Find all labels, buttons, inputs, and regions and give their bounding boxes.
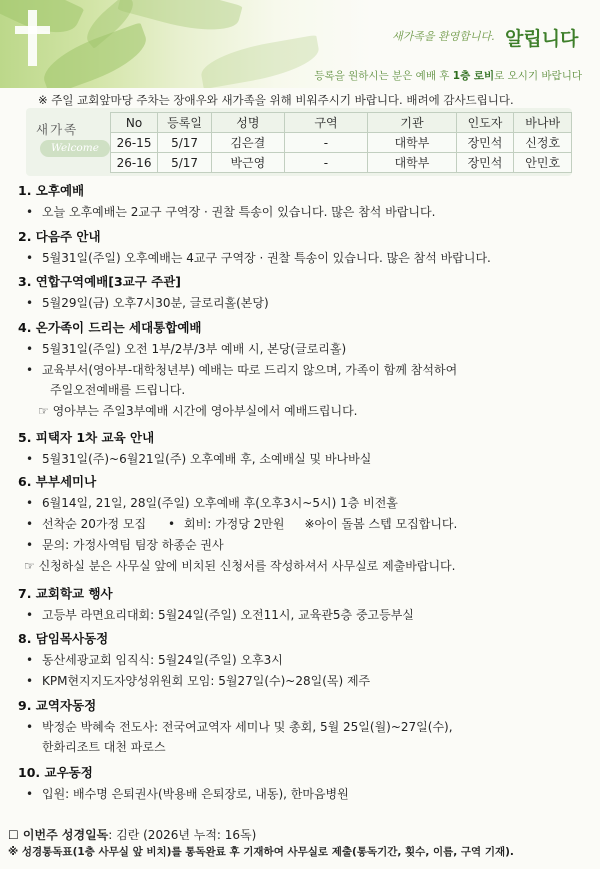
- list-item: • 5월31일(주)~6월21일(주) 오후예배 후, 소예배실 및 바나바실: [26, 452, 372, 466]
- list-item: • 동산세광교회 임직식: 5월24일(주일) 오후3시: [26, 653, 283, 667]
- section-pastor-news: [18, 629, 588, 689]
- list-item: • 입원: 배수명 은퇴권사(박용배 은퇴장로, 내동), 한마음병원: [26, 787, 349, 801]
- list-item: • 오늘 오후예배는 2교구 구역장 · 권찰 특송이 있습니다. 많은 참석 바랍니다.: [26, 205, 436, 219]
- newcomer-table: [110, 112, 572, 173]
- bible-reading-note: ※ 성경통독표(1층 사무실 앞 비치)를 통독완료 후 기재하여 사무실로 제출(통독기간, 횟수, 이름, 구역 기재).: [8, 846, 514, 858]
- section-member-news: [18, 763, 588, 802]
- leaf-decoration: [198, 35, 322, 88]
- section-title: 4. 온가족이 드리는 세대통합예배: [18, 320, 202, 335]
- registration-text-end: 로 오시기 바랍니다: [494, 70, 582, 82]
- note-line: ☞ 신청하실 분은 사무실 앞에 비치된 신청서를 작성하셔서 사무실로 제출바랍니다.: [24, 559, 456, 573]
- bible-reading-line: [8, 826, 256, 843]
- list-item-text: 교육부서(영아부-대학청년부) 예배는 따로 드리지 않으며, 가족이 함께 참석하여: [42, 363, 458, 377]
- section-couples-seminar: [18, 472, 588, 574]
- list-item: • 5월31일(주일) 오후예배는 4교구 구역장 · 권찰 특송이 있습니다. 많은 참석 바랍니다.: [26, 251, 491, 265]
- list-item: • 5월29일(금) 오후7시30분, 글로리홀(본당): [26, 296, 269, 310]
- list-item: • 5월31일(주일) 오전 1부/2부/3부 예배 시, 본당(글로리홀): [26, 342, 347, 356]
- table-cell: 장민석: [456, 153, 514, 173]
- header-banner: [0, 0, 600, 88]
- list-item-text: 5월29일(금) 오후7시30분, 글로리홀(본당): [42, 296, 269, 310]
- table-cell: 박근영: [212, 153, 285, 173]
- section-title: 7. 교회학교 행사: [18, 586, 113, 601]
- section-family-worship: [18, 318, 588, 419]
- table-cell: 장민석: [456, 133, 514, 153]
- list-item-text: 5월31일(주일) 오전 1부/2부/3부 예배 시, 본당(글로리홀): [42, 342, 347, 356]
- newcomer-box: [26, 108, 572, 176]
- list-item-text: 5월31일(주일) 오후예배는 4교구 구역장 · 권찰 특송이 있습니다. 많은 참석 바랍니다.: [42, 251, 491, 265]
- newcomer-label: 새가족: [36, 122, 79, 137]
- registration-location: 1층 로비: [452, 70, 495, 82]
- cross-icon: [28, 10, 37, 66]
- table-cell: 안민호: [514, 153, 572, 173]
- table-cell: 5/17: [158, 133, 212, 153]
- section-title: 10. 교우동정: [18, 765, 93, 780]
- column-header: 기관: [368, 113, 456, 133]
- registration-text: 등록을 원하시는 분은 예배 후: [314, 70, 453, 82]
- table-cell: 신정호: [514, 133, 572, 153]
- column-header: 등록일: [158, 113, 212, 133]
- list-item-text: 동산세광교회 임직식: 5월24일(주일) 오후3시: [42, 653, 283, 667]
- section-staff-news: [18, 696, 588, 755]
- column-header: 구역: [284, 113, 368, 133]
- list-item-text: 오늘 오후예배는 2교구 구역장 · 권찰 특송이 있습니다. 많은 참석 바랍니다.: [42, 205, 436, 219]
- list-item: • KPM현지지도자양성위원회 모임: 5월27일(수)~28일(목) 제주: [26, 674, 371, 688]
- list-item-text: 5월31일(주)~6월21일(주) 오후예배 후, 소예배실 및 바나바실: [42, 452, 372, 466]
- list-item-text: KPM현지지도자양성위원회 모임: 5월27일(수)~28일(목) 제주: [42, 674, 371, 688]
- column-header: No: [111, 113, 158, 133]
- leaf-decoration: [0, 0, 84, 45]
- registration-notice: [314, 68, 582, 83]
- list-item-text: ※아이 돌봄 스텝 모집합니다.: [304, 517, 458, 531]
- column-header: 성명: [212, 113, 285, 133]
- table-cell: 26-16: [111, 153, 158, 173]
- section-title: 9. 교역자동정: [18, 698, 97, 713]
- section-title: 6. 부부세미나: [18, 474, 97, 489]
- column-header: 바나바: [514, 113, 572, 133]
- section-elder-training: [18, 428, 588, 467]
- list-item: • 문의: 가정사역팀 팀장 하종순 권사: [26, 538, 224, 552]
- list-item-continuation: 주일오전예배를 드립니다.: [50, 383, 186, 397]
- list-item: • 박정순 박혜숙 전도사: 전국여교역자 세미나 및 총회, 5월 25일(월)~27일(수),: [26, 720, 453, 734]
- welcome-badge: Welcome: [40, 140, 110, 157]
- section-school-event: [18, 584, 588, 623]
- list-item: • 고등부 라면요리대회: 5월24일(주일) 오전11시, 교육관5층 중고등부실: [26, 608, 414, 622]
- parking-notice: ※ 주일 교회앞마당 주차는 장애우와 새가족을 위해 비워주시기 바랍니다. 배려에 감사드립니다.: [38, 93, 514, 107]
- section-title: 3. 연합구역예배[3교구 주관]: [18, 274, 182, 289]
- list-item-text: 선착순 20가정 모집: [42, 517, 147, 531]
- list-item: • 선착순 20가정 모집 • 회비: 가정당 2만원 ※아이 돌봄 스텝 모집합니다.: [26, 517, 458, 531]
- list-item: • 6월14일, 21일, 28일(주일) 오후예배 후(오후3시~5시) 1층 비전홀: [26, 496, 398, 510]
- section-title: 5. 피택자 1차 교육 안내: [18, 430, 155, 445]
- bible-reading-label: ☐ 이번주 성경일독: [8, 828, 109, 842]
- table-cell: -: [284, 153, 368, 173]
- table-cell: 김은결: [212, 133, 285, 153]
- list-item-text: 박정순 박혜숙 전도사: 전국여교역자 세미나 및 총회, 5월 25일(월)~27일(수),: [42, 720, 453, 734]
- page-title: 알립니다: [505, 28, 579, 50]
- table-cell: 5/17: [158, 153, 212, 173]
- table-header-row: [111, 113, 572, 133]
- column-header: 인도자: [456, 113, 514, 133]
- welcome-tagline: 새가족을 환영합니다.: [392, 30, 495, 43]
- cross-icon-bar: [15, 26, 50, 34]
- list-item-text: 회비: 가정당 2만원: [184, 517, 285, 531]
- list-item-text: 고등부 라면요리대회: 5월24일(주일) 오전11시, 교육관5층 중고등부실: [42, 608, 414, 622]
- note-line: ☞ 영아부는 주일3부예배 시간에 영아부실에서 예배드립니다.: [38, 404, 358, 418]
- table-cell: -: [284, 133, 368, 153]
- table-cell: 대학부: [368, 133, 456, 153]
- section-title: 8. 담임목사동정: [18, 631, 109, 646]
- bible-reading-value: : 김란 (2026년 누적: 16독): [108, 828, 257, 842]
- section-afternoon-service: [18, 181, 588, 220]
- list-item: • 교육부서(영아부-대학청년부) 예배는 따로 드리지 않으며, 가족이 함께 참석하여: [26, 363, 458, 377]
- list-item-text: 6월14일, 21일, 28일(주일) 오후예배 후(오후3시~5시) 1층 비전홀: [42, 496, 398, 510]
- list-item-text: 입원: 배수명 은퇴권사(박용배 은퇴장로, 내동), 한마음병원: [42, 787, 349, 801]
- list-item-text: 문의: 가정사역팀 팀장 하종순 권사: [42, 538, 224, 552]
- table-row: [111, 133, 572, 153]
- table-cell: 26-15: [111, 133, 158, 153]
- section-next-week: [18, 227, 588, 266]
- section-title: 1. 오후예배: [18, 183, 85, 198]
- section-joint-worship: [18, 272, 588, 311]
- table-row: [111, 153, 572, 173]
- list-item-continuation: 한화리조트 대천 파로스: [42, 740, 166, 754]
- section-title: 2. 다음주 안내: [18, 229, 101, 244]
- table-cell: 대학부: [368, 153, 456, 173]
